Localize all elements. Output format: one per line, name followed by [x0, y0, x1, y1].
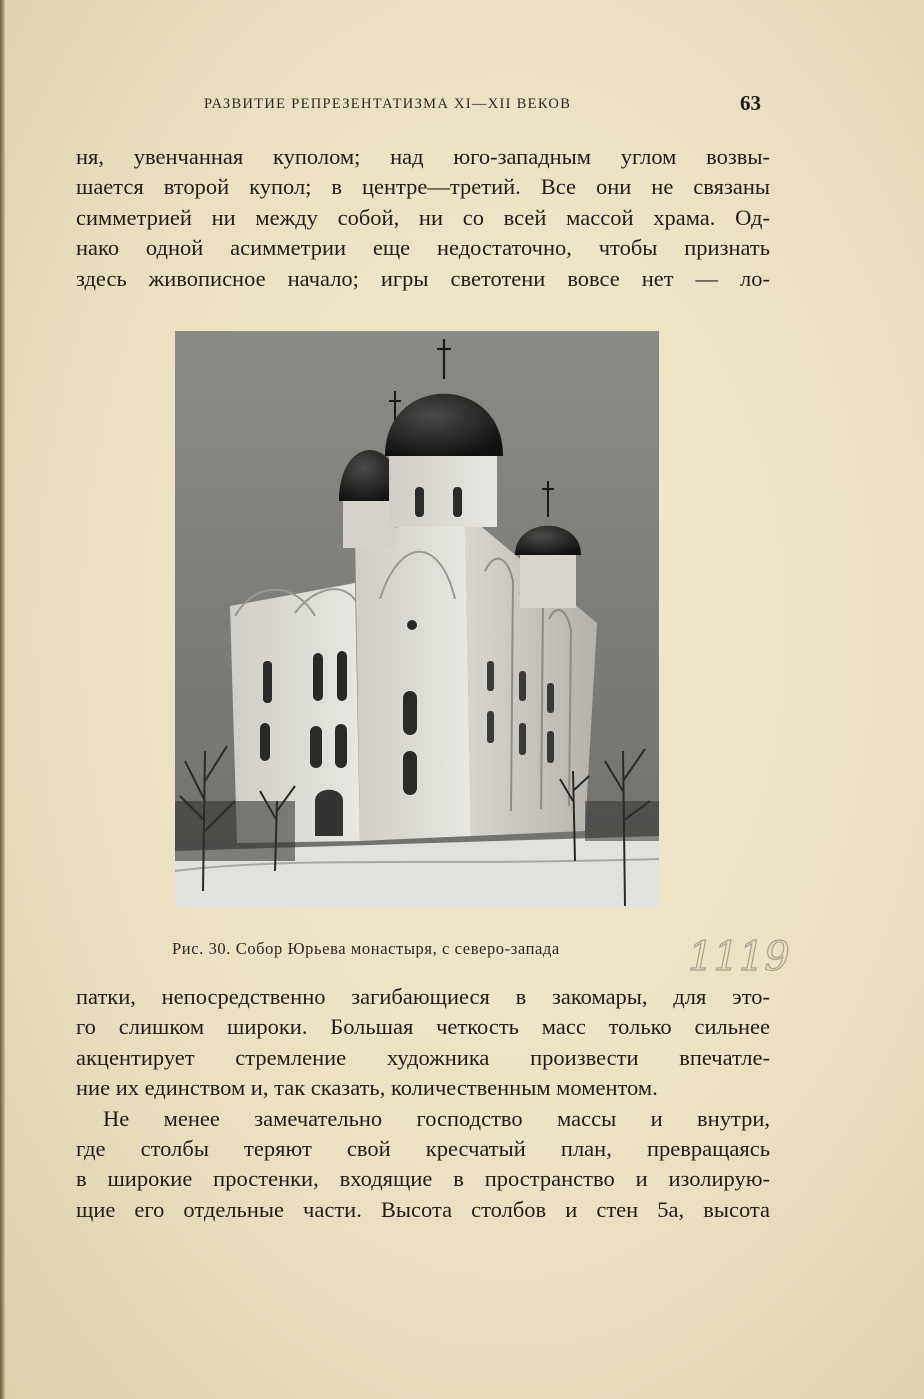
text-block-top — [76, 142, 770, 294]
text-line: здесь живописное начало; игры светотени вовсе нет — ло- — [76, 265, 770, 291]
text-line: щие его отдельные части. Высота столбов и стен 5а, высота — [76, 1196, 770, 1222]
main-drum — [389, 449, 497, 527]
window — [487, 661, 494, 691]
text-line: ние их единством и, так сказать, количественным моментом. — [76, 1075, 658, 1101]
left-drum — [343, 496, 395, 548]
window — [260, 723, 270, 761]
text-line: акцентирует стремление художника произвести впечатле- — [76, 1044, 770, 1070]
window — [403, 751, 417, 795]
window — [335, 724, 347, 768]
text-line: Не менее замечательно господство массы и внутри, — [103, 1105, 770, 1131]
figure-caption: Рис. 30. Собор Юрьева монастыря, с северо-запада — [172, 939, 560, 958]
right-drum — [520, 553, 576, 608]
window — [310, 726, 322, 768]
window — [263, 661, 272, 703]
window — [519, 671, 526, 701]
window — [519, 723, 526, 755]
window — [547, 683, 554, 713]
text-line: шается второй купол; в центре—третий. Все они не связаны — [76, 174, 770, 200]
window — [487, 711, 494, 743]
drum-window — [453, 487, 462, 517]
window — [547, 731, 554, 763]
cathedral-photograph — [175, 331, 659, 908]
svg-text:1119: 1119 — [688, 934, 790, 980]
running-title: РАЗВИТИЕ РЕПРЕЗЕНТАТИЗМА XI—XII ВЕКОВ — [204, 96, 572, 112]
page-binding-edge — [0, 0, 5, 1399]
text-line: ня, увенчанная куполом; над юго-западным углом возвы- — [76, 144, 770, 169]
handwritten-pencil-note — [684, 924, 790, 984]
text-line: где столбы теряют свой кресчатый план, превращаясь — [76, 1135, 770, 1161]
window — [337, 651, 347, 701]
text-line: го слишком широки. Большая четкость масс только сильнее — [76, 1014, 770, 1040]
window — [403, 691, 417, 735]
text-block-bottom — [76, 982, 770, 1225]
text-line: патки, непосредственно загибающиеся в закомары, для это- — [76, 984, 770, 1009]
door — [315, 790, 343, 836]
page-number: 63 — [740, 91, 761, 115]
text-line: в широкие простенки, входящие в пространство и изолирую- — [76, 1166, 770, 1192]
text-line: симметрией ни между собой, ни со всей массой храма. Од- — [76, 204, 770, 230]
text-line: нако одной асимметрии еще недостаточно, чтобы признать — [76, 235, 770, 261]
cathedral-illustration — [175, 331, 659, 908]
round-window — [407, 620, 417, 630]
window — [313, 653, 323, 701]
drum-window — [415, 487, 424, 517]
